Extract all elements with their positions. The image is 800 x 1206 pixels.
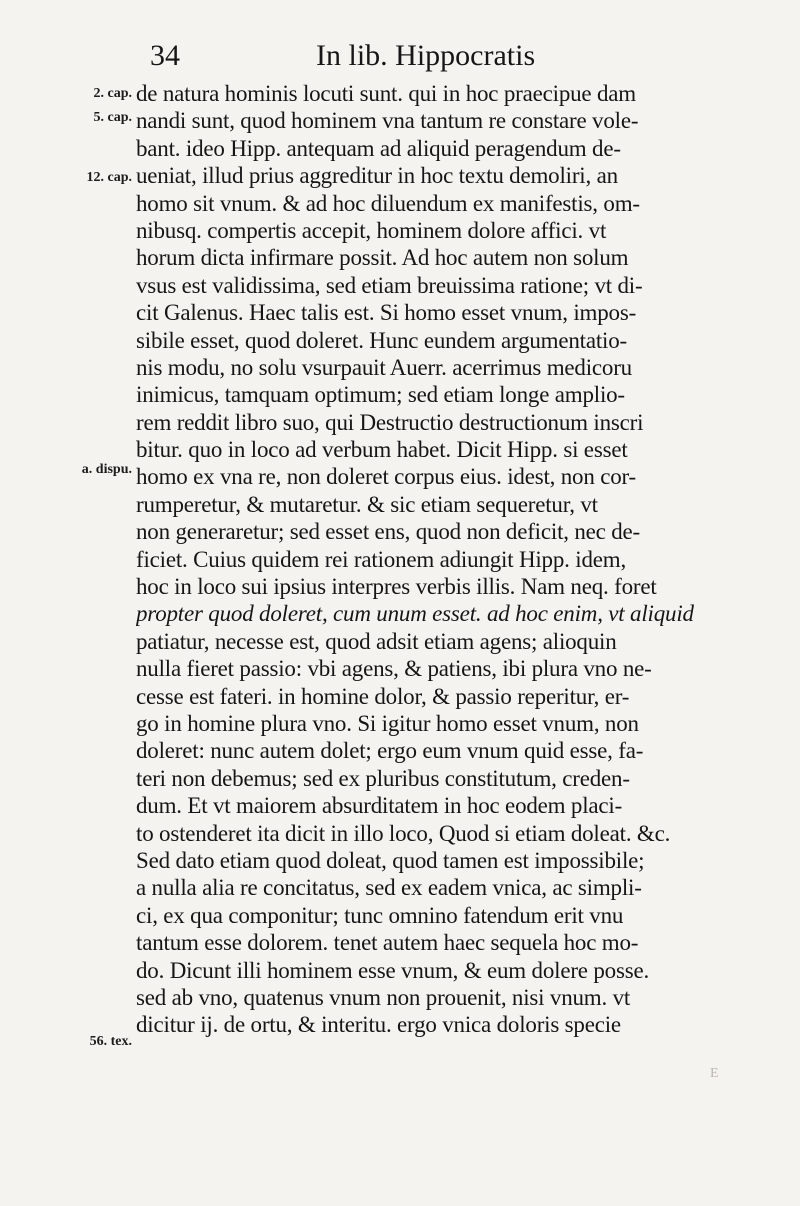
page-header bbox=[150, 36, 610, 76]
text-line: inimicus, tamquam optimum; sed etiam longe amplio- bbox=[136, 382, 625, 408]
margin-note: 12. cap. bbox=[86, 170, 132, 185]
margin-note: 2. cap. bbox=[93, 86, 132, 101]
text-line: bitur. quo in loco ad verbum habet. Dicit Hipp. si esset bbox=[136, 437, 628, 463]
body-text bbox=[136, 80, 766, 1039]
text-line: patiatur, necesse est, quod adsit etiam agens; alioquin bbox=[136, 628, 617, 654]
text-line: sibile esset, quod doleret. Hunc eundem argumentatio- bbox=[136, 327, 628, 353]
page-number: 34 bbox=[150, 39, 180, 72]
text-line: non generaretur; sed esset ens, quod non deficit, nec de- bbox=[136, 519, 641, 545]
text-line: ficiet. Cuius quidem rei rationem adiungit Hipp. idem, bbox=[136, 546, 626, 572]
text-line: homo sit vnum. & ad hoc diluendum ex manifestis, om- bbox=[136, 190, 640, 216]
margin-note: 5. cap. bbox=[93, 110, 132, 125]
text-line: do. Dicunt illi hominem esse vnum, & eum dolere posse. bbox=[136, 957, 650, 983]
text-line: de natura hominis locuti sunt. qui in hoc praecipue dam bbox=[136, 81, 636, 106]
text-line: nibusq. compertis accepit, hominem dolore affici. vt bbox=[136, 217, 607, 243]
signature-mark: E bbox=[710, 1066, 719, 1081]
text-line: rumperetur, & mutaretur. & sic etiam sequeretur, vt bbox=[136, 491, 598, 517]
italic-quote-line: propter quod doleret, cum unum esset. ad hoc enim, vt aliquid bbox=[136, 601, 694, 627]
text-line: go in homine plura vno. Si igitur homo esset vnum, non bbox=[136, 710, 639, 736]
margin-note: a. dispu. bbox=[81, 462, 132, 477]
text-line: dum. Et vt maiorem absurditatem in hoc eodem placi- bbox=[136, 793, 623, 819]
text-line: nis modu, no solu vsurpauit Auerr. acerrimus medicoru bbox=[136, 354, 632, 380]
text-line: rem reddit libro suo, qui Destructio destructionum inscri bbox=[136, 409, 644, 435]
margin-note: 56. tex. bbox=[89, 1034, 132, 1049]
text-line: a nulla alia re concitatus, sed ex eadem vnica, ac simpli- bbox=[136, 875, 642, 901]
text-line: to ostenderet ita dicit in illo loco, Quod si etiam doleat. &c. bbox=[136, 820, 671, 846]
text-line: dicitur ij. de ortu, & interitu. ergo vnica doloris specie bbox=[136, 1012, 621, 1038]
text-line: tantum esse dolorem. tenet autem haec sequela hoc mo- bbox=[136, 930, 639, 956]
text-line: homo ex vna re, non doleret corpus eius. idest, non cor- bbox=[136, 464, 636, 490]
text-line: nandi sunt, quod hominem vna tantum re constare vole- bbox=[136, 108, 639, 134]
text-line: cesse est fateri. in homine dolor, & passio reperitur, er- bbox=[136, 683, 630, 709]
text-line: bant. ideo Hipp. antequam ad aliquid peragendum de- bbox=[136, 135, 621, 161]
text-line: cit Galenus. Haec talis est. Si homo esset vnum, impos- bbox=[136, 300, 637, 326]
text-line: hoc in loco sui ipsius interpres verbis illis. Nam neq. foret bbox=[136, 574, 657, 600]
text-line: ci, ex qua componitur; tunc omnino fatendum erit vnu bbox=[136, 902, 624, 928]
text-line: vsus est validissima, sed etiam breuissima ratione; vt di- bbox=[136, 272, 643, 298]
text-line: Sed dato etiam quod doleat, quod tamen est impossibile; bbox=[136, 847, 645, 873]
text-line: ueniat, illud prius aggreditur in hoc textu demoliri, an bbox=[136, 163, 618, 189]
text-line: sed ab vno, quatenus vnum non prouenit, nisi vnum. vt bbox=[136, 984, 631, 1010]
text-line: nulla fieret passio: vbi agens, & patiens, ibi plura vno ne- bbox=[136, 656, 652, 682]
text-line: horum dicta infirmare possit. Ad hoc autem non solum bbox=[136, 245, 629, 271]
text-line: teri non debemus; sed ex pluribus constitutum, creden- bbox=[136, 765, 630, 791]
text-line: doleret: nunc autem dolet; ergo eum vnum quid esse, fa- bbox=[136, 738, 644, 764]
running-title: In lib. Hippocratis bbox=[316, 39, 536, 72]
